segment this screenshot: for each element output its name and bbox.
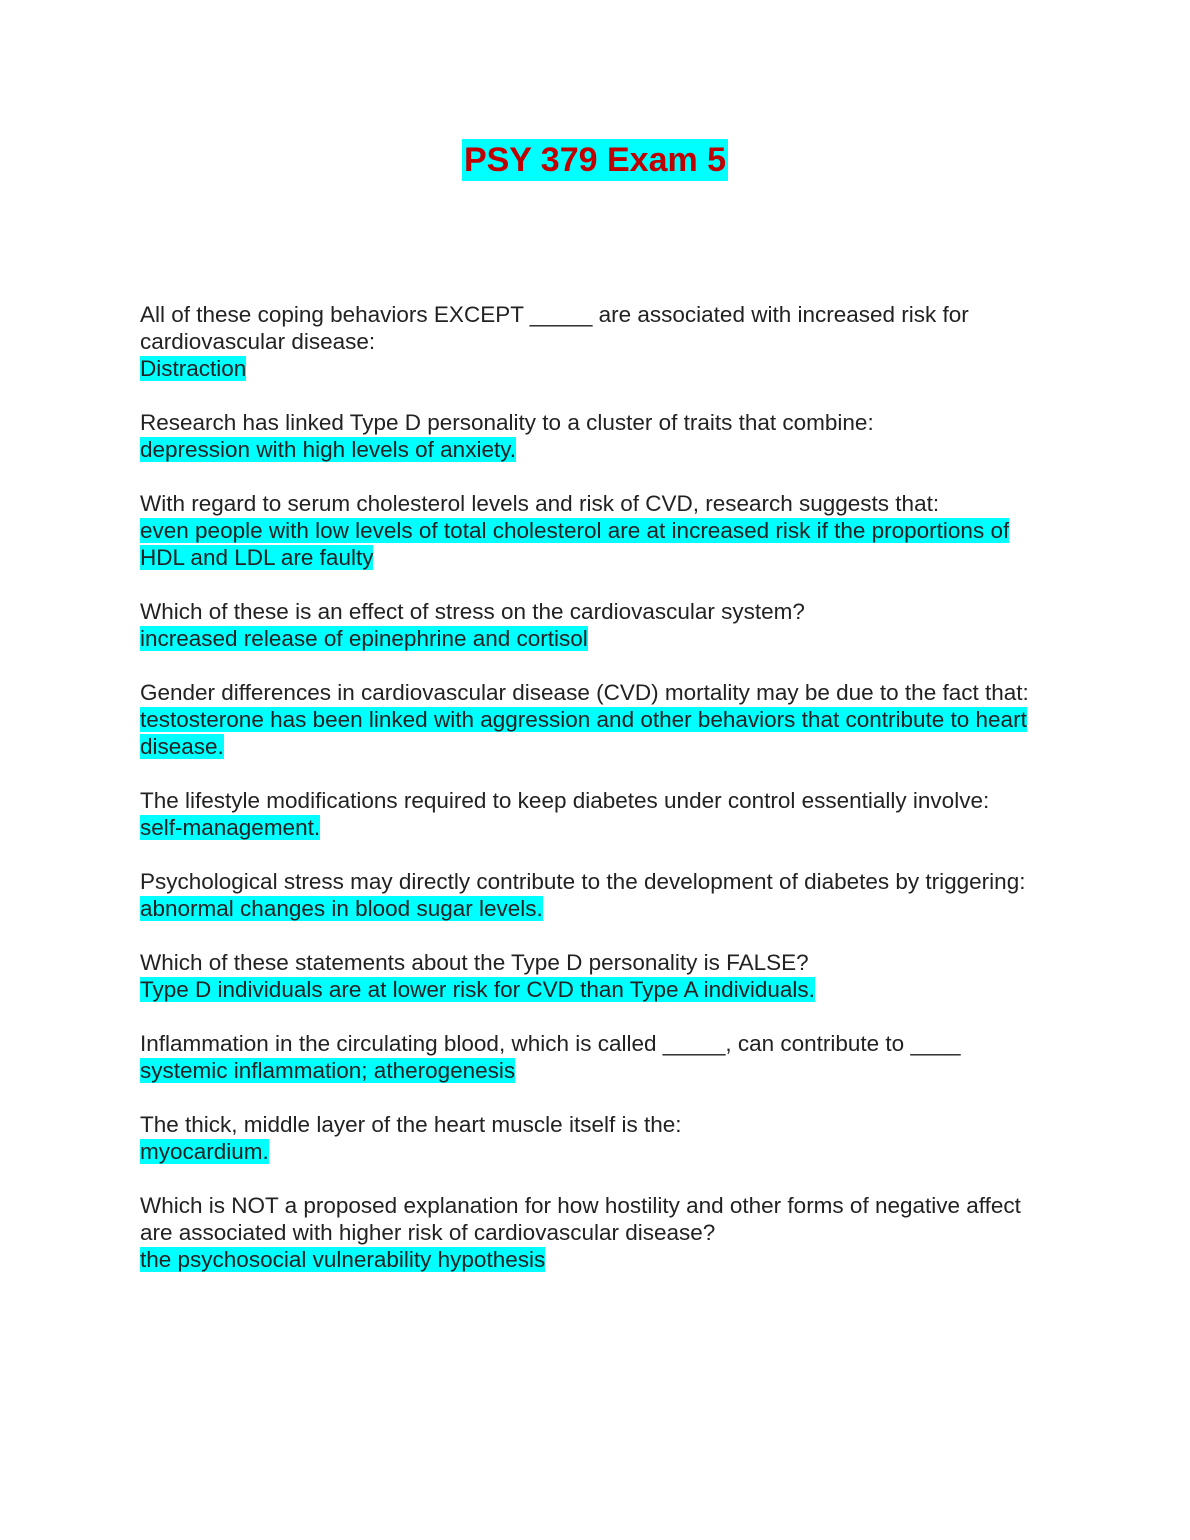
question-text: The lifestyle modifications required to keep diabetes under control essentially involve: <box>140 788 990 813</box>
question-text: Research has linked Type D personality to a cluster of traits that combine: <box>140 410 874 435</box>
question-item <box>140 949 1045 1003</box>
answer-text <box>140 976 1045 1003</box>
question-item <box>140 598 1045 652</box>
question-text: With regard to serum cholesterol levels and risk of CVD, research suggests that: <box>140 491 940 516</box>
answer-text <box>140 895 1045 922</box>
question-text: Which of these statements about the Type D personality is FALSE? <box>140 950 809 975</box>
question-item <box>140 787 1045 841</box>
answer-highlight: abnormal changes in blood sugar levels. <box>140 896 543 921</box>
question-item <box>140 1030 1045 1084</box>
answer-highlight: Type D individuals are at lower risk for CVD than Type A individuals. <box>140 977 815 1002</box>
question-text: Gender differences in cardiovascular disease (CVD) mortality may be due to the fact that: <box>140 680 1029 705</box>
answer-highlight: self-management. <box>140 815 321 840</box>
page-title: PSY 379 Exam 5 <box>463 141 727 179</box>
question-list <box>140 301 1045 1300</box>
question-item <box>140 679 1045 760</box>
answer-text <box>140 1246 1045 1273</box>
question-item <box>140 490 1045 571</box>
answer-text <box>140 814 1045 841</box>
answer-highlight: systemic inflammation; atherogenesis <box>140 1058 516 1083</box>
answer-highlight: testosterone has been linked with aggression and other behaviors that contribute to heart disease. <box>140 707 1027 759</box>
answer-text <box>140 706 1045 760</box>
question-item <box>140 301 1045 382</box>
answer-highlight: depression with high levels of anxiety. <box>140 437 517 462</box>
question-text: Inflammation in the circulating blood, which is called _____, can contribute to ____ <box>140 1031 961 1056</box>
answer-highlight: the psychosocial vulnerability hypothesis <box>140 1247 546 1272</box>
question-item <box>140 1111 1045 1165</box>
title-container <box>0 139 1190 181</box>
answer-text <box>140 625 1045 652</box>
answer-highlight: Distraction <box>140 356 247 381</box>
answer-text <box>140 436 1045 463</box>
answer-text <box>140 1057 1045 1084</box>
question-item <box>140 1192 1045 1273</box>
question-text: Psychological stress may directly contribute to the development of diabetes by triggering: <box>140 869 1026 894</box>
answer-highlight: myocardium. <box>140 1139 269 1164</box>
answer-text <box>140 355 1045 382</box>
question-item <box>140 868 1045 922</box>
answer-highlight: even people with low levels of total cholesterol are at increased risk if the proportions of HDL and LDL are faulty <box>140 518 1010 570</box>
answer-text <box>140 517 1045 571</box>
answer-highlight: increased release of epinephrine and cortisol <box>140 626 588 651</box>
question-text: Which is NOT a proposed explanation for how hostility and other forms of negative affect are associated with higher risk of cardiovascular disease? <box>140 1193 1021 1245</box>
question-text: The thick, middle layer of the heart muscle itself is the: <box>140 1112 682 1137</box>
question-text: Which of these is an effect of stress on the cardiovascular system? <box>140 599 805 624</box>
answer-text <box>140 1138 1045 1165</box>
question-item <box>140 409 1045 463</box>
question-text: All of these coping behaviors EXCEPT _____ are associated with increased risk for cardiovascular disease: <box>140 302 969 354</box>
